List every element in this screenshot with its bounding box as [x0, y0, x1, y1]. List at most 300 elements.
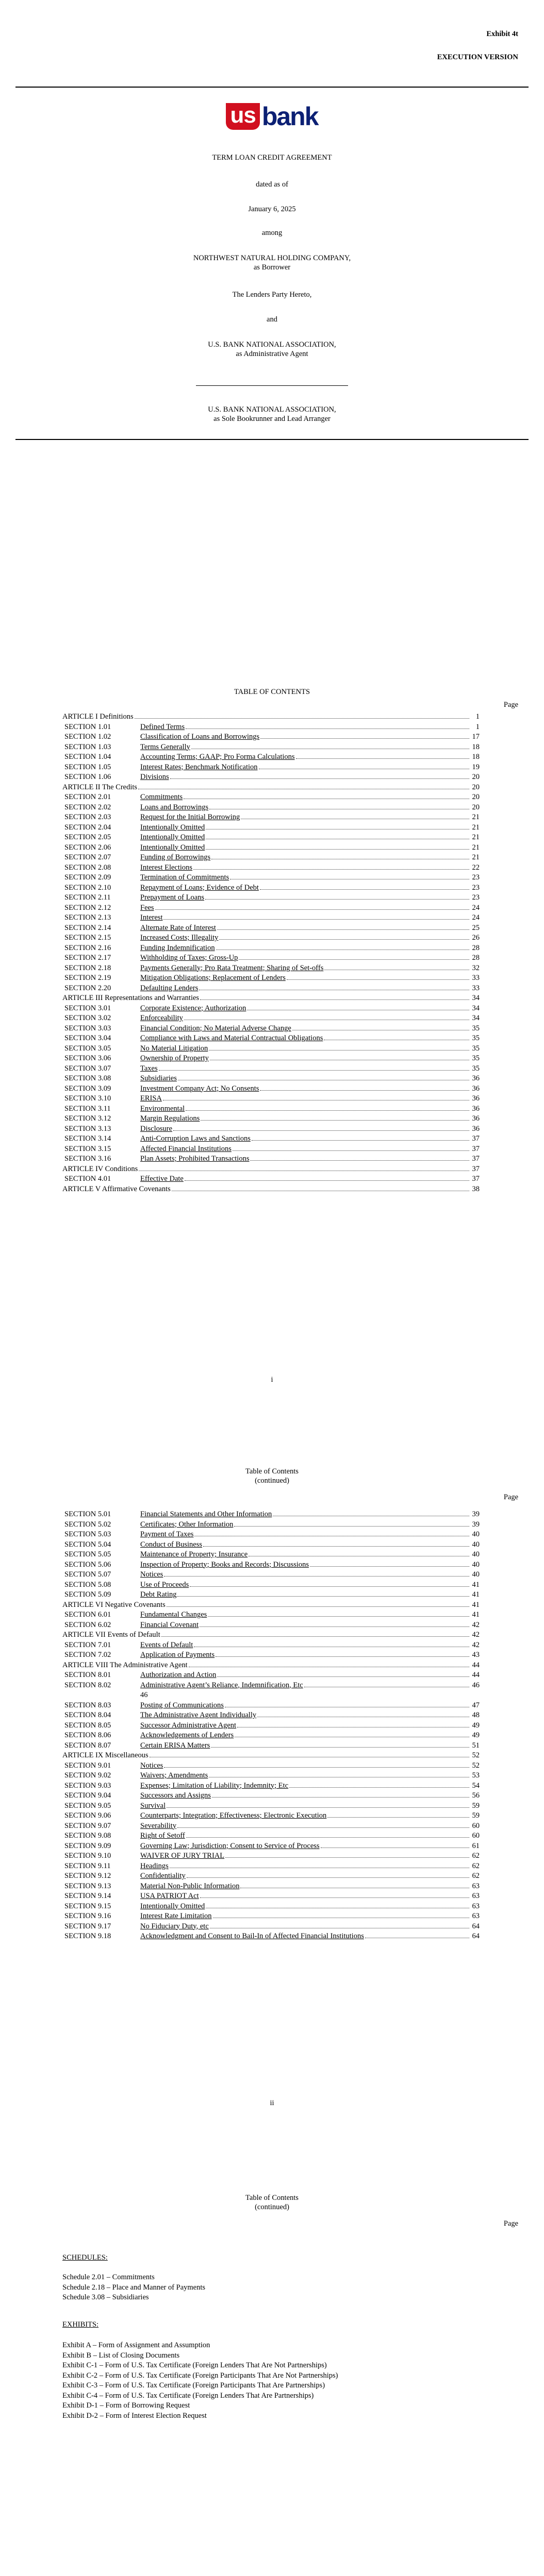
toc-section-number: SECTION 3.14: [64, 1134, 111, 1143]
toc-section-title[interactable]: Administrative Agent’s Reliance, Indemnification, Etc: [140, 1681, 303, 1689]
toc-section-title[interactable]: Defined Terms: [140, 722, 185, 731]
toc-page-number: 23: [472, 893, 480, 902]
dot-leader: [208, 1616, 469, 1617]
toc-section-number: SECTION 9.10: [64, 1852, 111, 1860]
toc-section-row[interactable]: [64, 843, 480, 854]
toc-section-title[interactable]: Payment of Taxes: [140, 1530, 194, 1538]
toc-section-row[interactable]: [64, 1064, 480, 1075]
toc-section-title[interactable]: Investment Company Act; No Consents: [140, 1084, 259, 1093]
dot-leader: [250, 1160, 469, 1161]
toc-section-title[interactable]: Headings: [140, 1861, 169, 1870]
dot-leader: [173, 1130, 469, 1131]
toc-section-row[interactable]: [64, 1761, 480, 1772]
toc-page-number: 25: [472, 923, 480, 932]
toc-section-title[interactable]: Funding Indemnification: [140, 943, 215, 952]
toc-section-title[interactable]: Financial Condition; No Material Adverse Change: [140, 1024, 291, 1032]
toc-section-row[interactable]: [64, 1872, 480, 1882]
dot-leader: [217, 1676, 469, 1677]
toc-page-number: 63: [472, 1882, 480, 1890]
toc-section-number: SECTION 9.07: [64, 1821, 111, 1830]
toc-section-title[interactable]: Successors and Assigns: [140, 1791, 211, 1800]
toc-section-title[interactable]: Fees: [140, 903, 154, 912]
exhibit-item[interactable]: Exhibit C-4 – Form of U.S. Tax Certificate (Foreign Lenders That Are Partnerships): [62, 2391, 314, 2400]
dot-leader: [225, 1857, 469, 1858]
toc-section-title[interactable]: Interest Rates; Benchmark Notification: [140, 762, 258, 771]
toc-section-title[interactable]: Request for the Initial Borrowing: [140, 813, 240, 821]
toc-section-title[interactable]: Interest: [140, 913, 163, 922]
toc-section-number: SECTION 1.06: [64, 773, 111, 781]
toc-section-row[interactable]: [64, 1902, 480, 1912]
toc-section-row[interactable]: [64, 1004, 480, 1014]
toc-section-row[interactable]: [64, 1561, 480, 1571]
toc-section-title[interactable]: Debt Rating: [140, 1590, 177, 1599]
toc-page-number: 28: [472, 954, 480, 962]
toc-section-row[interactable]: [64, 793, 480, 803]
toc-section-row[interactable]: [64, 763, 480, 773]
toc-section-title[interactable]: Conduct of Business: [140, 1540, 203, 1549]
toc-section-title[interactable]: Anti-Corruption Laws and Sanctions: [140, 1134, 251, 1143]
toc-page-number: 19: [472, 762, 480, 771]
toc-section-number: SECTION 9.12: [64, 1872, 111, 1880]
toc-section-number: SECTION 2.17: [64, 954, 111, 962]
toc-section-number: SECTION 2.07: [64, 853, 111, 861]
toc-section-row[interactable]: [64, 803, 480, 814]
toc-page-number: 47: [472, 1701, 480, 1709]
toc-page-number: 61: [472, 1841, 480, 1850]
toc-section-title[interactable]: Posting of Communications: [140, 1701, 224, 1709]
schedule-item[interactable]: Schedule 3.08 – Subsidiaries: [62, 2293, 149, 2301]
toc-article-label: ARTICLE VIII The Administrative Agent: [62, 1660, 188, 1669]
execution-version-label: EXECUTION VERSION: [437, 53, 518, 61]
toc-section-title[interactable]: Corporate Existence; Authorization: [140, 1004, 246, 1012]
dot-leader: [234, 1526, 469, 1527]
toc-section-title[interactable]: Effective Date: [140, 1175, 184, 1183]
toc-section-number: SECTION 8.05: [64, 1721, 111, 1730]
toc-article-row[interactable]: [62, 713, 480, 723]
toc-article-label: ARTICLE V Affirmative Covenants: [62, 1184, 171, 1193]
toc-page-number: 60: [472, 1832, 480, 1840]
exhibit-item[interactable]: Exhibit C-3 – Form of U.S. Tax Certificate (Foreign Participants That Are Partnerships): [62, 2381, 325, 2389]
toc-section-title[interactable]: Successor Administrative Agent: [140, 1721, 237, 1730]
toc-article-label: ARTICLE III Representations and Warranties: [62, 994, 200, 1002]
toc-section-number: SECTION 1.02: [64, 733, 111, 741]
toc-section-title[interactable]: Fundamental Changes: [140, 1611, 207, 1619]
toc-section-title[interactable]: No Material Litigation: [140, 1044, 208, 1053]
toc-section-row[interactable]: [64, 913, 480, 924]
dot-leader: [170, 778, 469, 779]
toc-section-title[interactable]: Survival: [140, 1801, 166, 1810]
toc-page-number: 34: [472, 994, 480, 1002]
divider: [15, 87, 529, 88]
toc-section-title[interactable]: Interest Elections: [140, 863, 193, 872]
toc-section-title[interactable]: Increased Costs; Illegality: [140, 934, 219, 942]
toc-section-row[interactable]: [64, 1912, 480, 1922]
toc-section-title[interactable]: Use of Proceeds: [140, 1580, 189, 1589]
toc-section-row[interactable]: [64, 1681, 480, 1691]
toc-section-title[interactable]: Taxes: [140, 1064, 158, 1073]
toc-section-row[interactable]: [64, 1721, 480, 1732]
toc-section-row[interactable]: [64, 1711, 480, 1721]
toc-page-number: 35: [472, 1034, 480, 1042]
toc-section-number: SECTION 2.13: [64, 913, 111, 922]
toc-article-row[interactable]: [62, 994, 480, 1004]
arranger-role: as Sole Bookrunner and Lead Arranger: [213, 415, 331, 423]
toc-section-title[interactable]: Subsidiaries: [140, 1074, 177, 1082]
toc-section-title[interactable]: Inspection of Property; Books and Records; Discussions: [140, 1560, 309, 1569]
toc-section-number: SECTION 6.02: [64, 1620, 111, 1629]
arranger-name: U.S. BANK NATIONAL ASSOCIATION,: [208, 405, 336, 414]
dot-leader: [167, 1807, 469, 1808]
toc-section-row[interactable]: [64, 1782, 480, 1792]
toc-section-row[interactable]: [64, 833, 480, 843]
toc-page-number: 37: [472, 1164, 480, 1173]
toc-page-number: 60: [472, 1821, 480, 1830]
toc-section-title[interactable]: Intentionally Omitted: [140, 823, 205, 832]
toc-page-number: 53: [472, 1771, 480, 1780]
toc-section-row[interactable]: [64, 1105, 480, 1115]
toc-section-title[interactable]: Prepayment of Loans: [140, 893, 205, 902]
toc-section-number: SECTION 9.11: [64, 1861, 111, 1870]
toc-section-row[interactable]: [64, 1530, 480, 1540]
toc-section-row[interactable]: [64, 1842, 480, 1852]
toc-list: [64, 713, 480, 1195]
toc-article-label: ARTICLE IV Conditions: [62, 1164, 138, 1173]
toc-section-title[interactable]: Accounting Terms; GAAP; Pro Forma Calculations: [140, 753, 295, 761]
toc-section-row[interactable]: [64, 1802, 480, 1812]
toc-section-title[interactable]: Notices: [140, 1570, 163, 1579]
toc-section-row[interactable]: [64, 1054, 480, 1064]
toc-section-title[interactable]: Divisions: [140, 773, 169, 781]
toc-section-number: SECTION 2.14: [64, 923, 111, 932]
toc-section-number: SECTION 3.10: [64, 1094, 111, 1103]
toc-section-row[interactable]: [64, 753, 480, 763]
toc-article-row[interactable]: [62, 1751, 480, 1761]
toc-section-title[interactable]: Right of Setoff: [140, 1832, 185, 1840]
toc-section-row[interactable]: [64, 904, 480, 914]
page-number: i: [271, 1376, 273, 1384]
toc-section-title[interactable]: Classification of Loans and Borrowings: [140, 733, 260, 741]
toc-section-row[interactable]: [64, 884, 480, 894]
toc-page-number: 35: [472, 1024, 480, 1032]
toc-section-row[interactable]: [64, 863, 480, 874]
toc-section-title[interactable]: Margin Regulations: [140, 1114, 200, 1123]
toc-page-number: 41: [472, 1590, 480, 1599]
toc-section-row[interactable]: [64, 1114, 480, 1125]
toc-article-label: ARTICLE I Definitions: [62, 713, 134, 721]
toc-section-number: SECTION 3.03: [64, 1024, 111, 1032]
toc-section-row[interactable]: [64, 974, 480, 984]
toc-section-title[interactable]: Defaulting Lenders: [140, 984, 199, 992]
dot-leader: [200, 999, 469, 1000]
toc-page-number: 49: [472, 1721, 480, 1730]
toc-section-row[interactable]: [64, 1811, 480, 1822]
toc-section-row[interactable]: [64, 1822, 480, 1832]
toc-section-row[interactable]: [64, 954, 480, 964]
toc-page-number: 59: [472, 1801, 480, 1810]
exhibit-item[interactable]: Exhibit D-1 – Form of Borrowing Request: [62, 2401, 190, 2410]
exhibit-item[interactable]: Exhibit C-1 – Form of U.S. Tax Certificate (Foreign Lenders That Are Not Partnerships): [62, 2361, 327, 2369]
toc-section-title[interactable]: Authorization and Action: [140, 1671, 217, 1679]
toc-section-title[interactable]: Ownership of Property: [140, 1054, 209, 1062]
toc-section-row[interactable]: [64, 934, 480, 944]
toc-section-title[interactable]: Enforceability: [140, 1014, 183, 1022]
dot-leader: [310, 1566, 469, 1567]
toc-section-title[interactable]: ERISA: [140, 1094, 162, 1103]
schedule-item[interactable]: Schedule 2.01 – Commitments: [62, 2273, 155, 2281]
toc-section-row[interactable]: [64, 1621, 480, 1631]
dot-leader: [211, 1747, 469, 1748]
borrower-role: as Borrower: [253, 263, 291, 272]
toc-page-number: 36: [472, 1074, 480, 1082]
toc-section-title[interactable]: Severability: [140, 1821, 177, 1830]
agent-role: as Administrative Agent: [236, 350, 308, 358]
toc-section-title[interactable]: Repayment of Loans; Evidence of Debt: [140, 883, 259, 892]
toc-section-title[interactable]: Withholding of Taxes; Gross-Up: [140, 954, 238, 962]
toc-section-row[interactable]: [64, 773, 480, 783]
toc-section-row[interactable]: [64, 1771, 480, 1782]
toc-section-title[interactable]: Confidentiality: [140, 1872, 186, 1880]
toc-section-number: SECTION 3.02: [64, 1014, 111, 1022]
toc-page-number: 32: [472, 963, 480, 972]
toc-section-row[interactable]: [64, 1145, 480, 1155]
toc-continued: (continued): [255, 2203, 289, 2211]
toc-page-number: 63: [472, 1902, 480, 1910]
toc-section-row[interactable]: [64, 944, 480, 954]
toc-section-number: SECTION 9.06: [64, 1811, 111, 1820]
toc-section-row[interactable]: [64, 733, 480, 743]
toc-page-number: 36: [472, 1094, 480, 1103]
dot-leader: [296, 758, 469, 759]
toc-section-number: SECTION 9.09: [64, 1841, 111, 1850]
toc-section-row[interactable]: [64, 1791, 480, 1802]
toc-section-row[interactable]: [64, 1034, 480, 1044]
toc-section-title[interactable]: Funding of Borrowings: [140, 853, 211, 861]
divider: [15, 439, 529, 440]
toc-page-number: 51: [472, 1741, 480, 1750]
toc-section-title[interactable]: Payments Generally; Pro Rata Treatment; Sharing of Set-offs: [140, 963, 324, 972]
toc-section-title[interactable]: Notices: [140, 1761, 163, 1770]
dot-leader: [161, 1636, 469, 1637]
toc-section-row[interactable]: [64, 893, 480, 904]
exhibit-item[interactable]: Exhibit B – List of Closing Documents: [62, 2351, 180, 2360]
exhibit-item[interactable]: Exhibit C-2 – Form of U.S. Tax Certificate (Foreign Participants That Are Not Partnerships): [62, 2371, 338, 2380]
toc-section-row[interactable]: [64, 1540, 480, 1551]
toc-section-title[interactable]: Intentionally Omitted: [140, 833, 205, 841]
dot-leader: [203, 1546, 469, 1547]
toc-section-number: SECTION 5.02: [64, 1520, 111, 1529]
toc-section-row[interactable]: [64, 1641, 480, 1651]
toc-section-title[interactable]: Disclosure: [140, 1124, 173, 1133]
among-text: among: [261, 229, 283, 237]
toc-section-title[interactable]: Certificates; Other Information: [140, 1520, 234, 1529]
toc-article-label: ARTICLE II The Credits: [62, 783, 138, 791]
toc-page-number: 40: [472, 1540, 480, 1549]
toc-section-row[interactable]: [64, 1014, 480, 1024]
dot-leader: [164, 1767, 469, 1768]
toc-section-title[interactable]: USA PATRIOT Act: [140, 1892, 199, 1900]
toc-section-row[interactable]: [64, 1155, 480, 1165]
toc-section-row[interactable]: [64, 1731, 480, 1741]
exhibit-item[interactable]: Exhibit A – Form of Assignment and Assumption: [62, 2341, 210, 2349]
page-column-label: Page: [503, 2219, 518, 2228]
toc-section-row[interactable]: [64, 853, 480, 863]
toc-section-title[interactable]: Events of Default: [140, 1640, 193, 1649]
toc-section-row[interactable]: [64, 1892, 480, 1902]
toc-page-number: 36: [472, 1124, 480, 1133]
toc-section-row[interactable]: [64, 1175, 480, 1185]
toc-section-title[interactable]: Interest Rate Limitation: [140, 1912, 212, 1920]
toc-section-number: SECTION 3.12: [64, 1114, 111, 1123]
toc-article-row[interactable]: [62, 1661, 480, 1671]
toc-section-row[interactable]: [64, 1741, 480, 1752]
toc-page-number: 54: [472, 1781, 480, 1790]
toc-section-row[interactable]: [64, 1671, 480, 1681]
toc-section-row[interactable]: [64, 924, 480, 934]
toc-section-row[interactable]: [64, 1701, 480, 1711]
toc-section-row[interactable]: [64, 1611, 480, 1621]
toc-page-number: 63: [472, 1912, 480, 1920]
toc-section-row[interactable]: [64, 1134, 480, 1145]
toc-section-number: SECTION 9.02: [64, 1771, 111, 1780]
toc-article-row[interactable]: [62, 1165, 480, 1175]
toc-section-number: SECTION 7.01: [64, 1640, 111, 1649]
toc-section-row[interactable]: [64, 984, 480, 994]
toc-page-number: 44: [472, 1671, 480, 1679]
toc-section-row[interactable]: [64, 1570, 480, 1581]
toc-section-number: SECTION 2.18: [64, 963, 111, 972]
toc-section-title[interactable]: WAIVER OF JURY TRIAL: [140, 1852, 225, 1860]
toc-section-title[interactable]: Environmental: [140, 1104, 185, 1113]
toc-section-row[interactable]: [64, 1590, 480, 1601]
toc-page-number: 64: [472, 1932, 480, 1940]
dot-leader: [135, 718, 469, 719]
toc-section-title[interactable]: Affected Financial Institutions: [140, 1144, 232, 1153]
toc-section-title[interactable]: Compliance with Laws and Material Contractual Obligations: [140, 1034, 323, 1042]
toc-section-row[interactable]: [64, 964, 480, 974]
usbank-logo: [0, 103, 544, 130]
toc-section-row[interactable]: [64, 723, 480, 733]
toc-section-title[interactable]: Certain ERISA Matters: [140, 1741, 210, 1750]
dot-leader: [164, 1576, 469, 1577]
page-number: ii: [270, 2099, 274, 2107]
toc-page-number: 23: [472, 883, 480, 892]
toc-section-title[interactable]: Terms Generally: [140, 742, 190, 751]
dot-leader: [212, 1797, 469, 1798]
toc-page-number: 40: [472, 1550, 480, 1558]
toc-section-title[interactable]: Application of Payments: [140, 1651, 215, 1659]
toc-section-row[interactable]: [64, 823, 480, 834]
schedule-item[interactable]: Schedule 2.18 – Place and Manner of Payments: [62, 2283, 206, 2292]
toc-section-row[interactable]: [64, 1832, 480, 1842]
toc-section-title[interactable]: Financial Statements and Other Information: [140, 1510, 272, 1518]
toc-page-number: 22: [472, 863, 480, 872]
toc-section-row[interactable]: [64, 1922, 480, 1933]
toc-article-row[interactable]: [62, 1601, 480, 1611]
toc-section-row[interactable]: [64, 1125, 480, 1135]
toc-section-title[interactable]: Commitments: [140, 793, 183, 801]
toc-page-number: 42: [472, 1640, 480, 1649]
toc-section-title[interactable]: Intentionally Omitted: [140, 843, 205, 852]
dot-leader: [289, 1787, 469, 1788]
toc-article-row[interactable]: [62, 783, 480, 793]
toc-section-title[interactable]: Expenses; Limitation of Liability; Indemnity; Etc: [140, 1781, 289, 1790]
toc-section-title[interactable]: Intentionally Omitted: [140, 1902, 205, 1910]
toc-section-title[interactable]: No Fiduciary Duty, etc: [140, 1922, 209, 1930]
toc-section-title[interactable]: Material Non-Public Information: [140, 1882, 240, 1890]
toc-section-row[interactable]: [64, 1024, 480, 1035]
toc-section-title[interactable]: Acknowledgements of Lenders: [140, 1731, 234, 1739]
toc-section-row[interactable]: [64, 1581, 480, 1591]
toc-section-number: SECTION 3.01: [64, 1004, 111, 1012]
toc-section-row[interactable]: [64, 1044, 480, 1055]
toc-section-title[interactable]: Acknowledgment and Consent to Bail-In of Affected Financial Institutions: [140, 1932, 364, 1940]
toc-section-row[interactable]: [64, 873, 480, 884]
dot-leader: [186, 1837, 469, 1838]
dot-leader: [216, 1656, 469, 1657]
toc-page-number: 62: [472, 1852, 480, 1860]
toc-section-title[interactable]: The Administrative Agent Individually: [140, 1711, 257, 1719]
toc-page-number: 48: [472, 1711, 480, 1719]
toc-section-title[interactable]: Financial Covenant: [140, 1620, 199, 1629]
toc-section-title[interactable]: Waivers; Amendments: [140, 1771, 208, 1780]
toc-section-row[interactable]: [64, 1932, 480, 1942]
toc-page-number: 46: [472, 1681, 480, 1689]
toc-section-title[interactable]: Plan Assets; Prohibited Transactions: [140, 1155, 250, 1163]
toc-section-title[interactable]: Termination of Commitments: [140, 873, 229, 882]
toc-section-number: SECTION 1.01: [64, 722, 111, 731]
toc-section-row[interactable]: [64, 1651, 480, 1661]
toc-page-number: 20: [472, 803, 480, 811]
toc-section-row[interactable]: [64, 813, 480, 823]
toc-section-title[interactable]: Maintenance of Property; Insurance: [140, 1550, 248, 1558]
exhibit-item[interactable]: Exhibit D-2 – Form of Interest Election Request: [62, 2411, 207, 2420]
toc-section-title[interactable]: Alternate Rate of Interest: [140, 923, 216, 932]
toc-article-label: ARTICLE VI Negative Covenants: [62, 1600, 166, 1609]
dot-leader: [186, 1110, 469, 1111]
toc-section-title[interactable]: Governing Law; Jurisdiction; Consent to Service of Process: [140, 1841, 320, 1850]
toc-section-number: SECTION 8.01: [64, 1671, 111, 1679]
toc-section-title[interactable]: Loans and Borrowings: [140, 803, 209, 811]
toc-section-number: SECTION 2.05: [64, 833, 111, 841]
toc-page-number: 49: [472, 1731, 480, 1739]
toc-heading: Table of Contents: [245, 1467, 299, 1476]
toc-section-row[interactable]: [64, 1862, 480, 1872]
toc-section-number: SECTION 8.03: [64, 1701, 111, 1709]
toc-section-title[interactable]: Mitigation Obligations; Replacement of Lenders: [140, 974, 286, 982]
toc-section-number: SECTION 3.08: [64, 1074, 111, 1082]
toc-page-number: 35: [472, 1044, 480, 1053]
toc-section-row[interactable]: [64, 1852, 480, 1862]
toc-section-row[interactable]: [64, 1094, 480, 1105]
toc-section-row[interactable]: [64, 1520, 480, 1531]
toc-section-number: SECTION 2.09: [64, 873, 111, 882]
dot-leader: [260, 738, 469, 739]
toc-heading: TABLE OF CONTENTS: [234, 688, 310, 696]
toc-section-row[interactable]: [64, 743, 480, 753]
toc-section-title[interactable]: Counterparts; Integration; Effectiveness; Electronic Execution: [140, 1811, 327, 1820]
page-column-label: Page: [503, 701, 518, 709]
toc-section-number: SECTION 2.04: [64, 823, 111, 832]
toc-article-row[interactable]: [62, 1631, 480, 1641]
toc-section-row[interactable]: [64, 1882, 480, 1892]
toc-article-row[interactable]: [62, 1185, 480, 1195]
toc-section-row[interactable]: [64, 1550, 480, 1561]
toc-section-row[interactable]: [64, 1510, 480, 1520]
toc-section-number: SECTION 2.20: [64, 984, 111, 992]
toc-section-number: SECTION 2.02: [64, 803, 111, 811]
toc-section-row[interactable]: [64, 1074, 480, 1084]
toc-section-row[interactable]: [64, 1084, 480, 1095]
